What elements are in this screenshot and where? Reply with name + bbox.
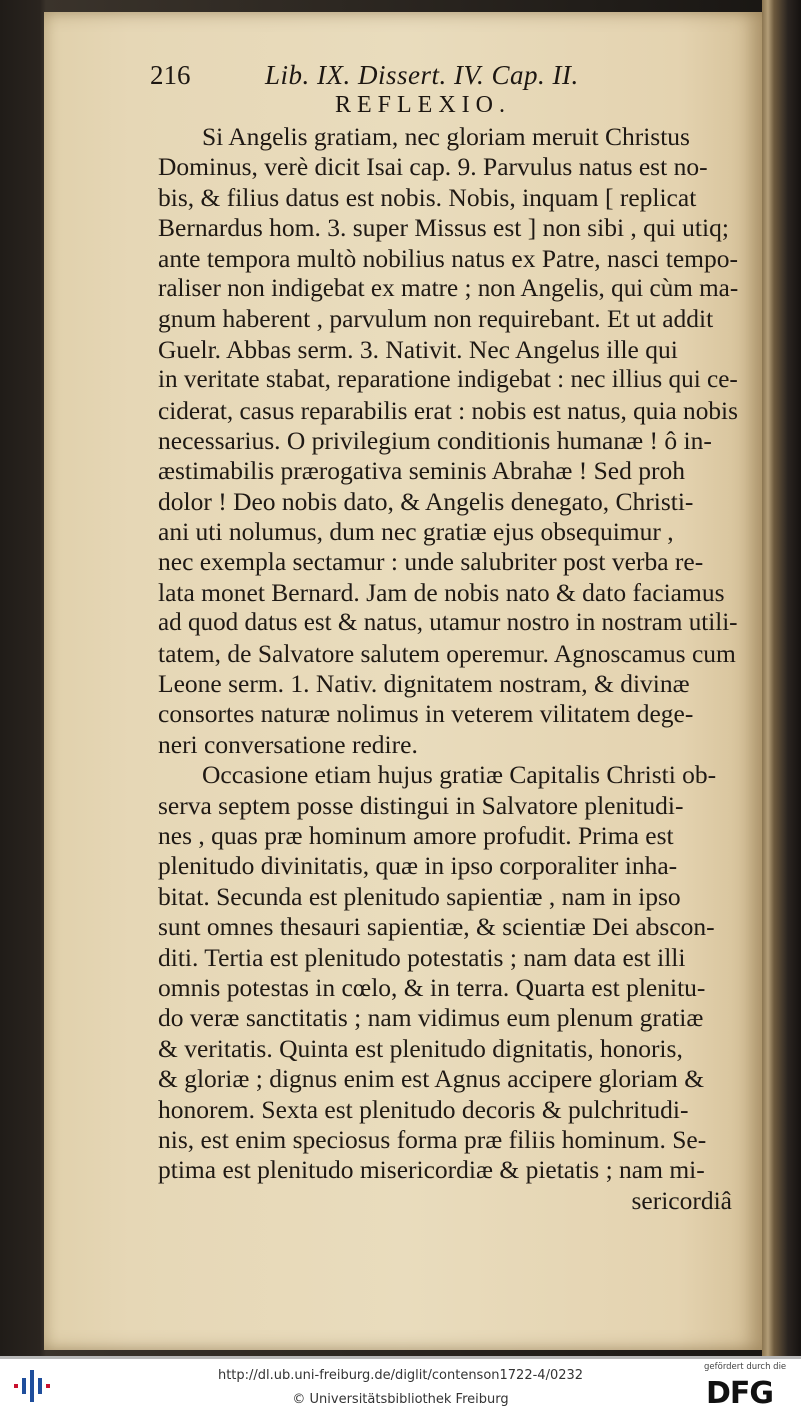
text-line: nec exempla sectamur : unde salubriter post verba re- xyxy=(158,547,704,577)
viewer-footer xyxy=(0,1356,801,1414)
page-number: 216 xyxy=(150,60,191,90)
text-line: Guelr. Abbas serm. 3. Nativit. Nec Angelus ille qui xyxy=(158,334,678,364)
text-line: tatem, de Salvatore salutem operemur. Agnoscamus cum xyxy=(158,638,736,668)
footer-divider xyxy=(0,1356,801,1359)
running-title: Lib. IX. Dissert. IV. Cap. II. xyxy=(265,60,579,90)
text-line: dolor ! Deo nobis dato, & Angelis denegato, Christi- xyxy=(158,486,694,516)
text-line: & gloriæ ; dignus enim est Agnus accipere gloriam & xyxy=(158,1064,705,1094)
text-line: necessarius. O privilegium conditionis humanæ ! ô in- xyxy=(158,425,712,455)
text-line: consortes naturæ nolimus in veterem vilitatem dege- xyxy=(158,699,694,729)
section-title: REFLEXIO. xyxy=(335,92,511,118)
text-line: lata monet Bernard. Jam de nobis nato & dato faciamus xyxy=(158,577,725,607)
book-binding-edge xyxy=(762,0,801,1356)
text-line: omnis potestas in cœlo, & in terra. Quarta est plenitu- xyxy=(158,972,706,1002)
text-line: ante tempora multò nobilius natus ex Patre, nasci tempo- xyxy=(158,243,738,273)
text-line: raliser non indigebat ex matre ; non Angelis, qui cùm ma- xyxy=(158,274,739,302)
text-line: bis, & filius datus est nobis. Nobis, inquam [ replicat xyxy=(158,182,697,212)
text-line: gnum haberent , parvulum non requirebant. Et ut addit xyxy=(158,304,714,334)
text-line: Bernardus hom. 3. super Missus est ] non sibi , qui utiq; xyxy=(158,213,729,243)
copyright-notice: © Universitätsbibliothek Freiburg xyxy=(292,1392,509,1407)
text-line: plenitudo divinitatis, quæ in ipso corporaliter inha- xyxy=(158,851,678,881)
text-line: æstimabilis prærogativa seminis Abrahæ ! Sed proh xyxy=(158,456,685,486)
text-line: ptima est plenitudo misericordiæ & pietatis ; nam mi- xyxy=(158,1155,705,1185)
text-line: in veritate stabat, reparatione indigebat : nec illius qui ce- xyxy=(158,366,738,394)
text-line: ani uti nolumus, dum nec gratiæ ejus obsequimur , xyxy=(158,517,674,547)
text-line: ciderat, casus reparabilis erat : nobis est natus, quia nobis xyxy=(158,396,738,425)
text-line: sunt omnes thesauri sapientiæ, & scientiæ Dei abscon- xyxy=(158,912,715,942)
text-line: Occasione etiam hujus gratiæ Capitalis Christi ob- xyxy=(202,760,717,790)
text-line: neri conversatione redire. xyxy=(158,729,418,759)
text-line: diti. Tertia est plenitudo potestatis ; nam data est illi xyxy=(158,942,686,972)
text-line: nes , quas præ hominum amore profudit. Prima est xyxy=(158,820,674,850)
text-line: Si Angelis gratiam, nec gloriam meruit Christus xyxy=(202,122,690,151)
text-line: serva septem posse distingui in Salvatore plenitudi- xyxy=(158,790,684,820)
dfg-logo-icon: DFG xyxy=(706,1376,774,1411)
text-line: & veritatis. Quinta est plenitudo dignitatis, honoris, xyxy=(158,1033,683,1063)
text-line: do veræ sanctitatis ; nam vidimus eum plenum gratiæ xyxy=(158,1003,704,1033)
text-line: Dominus, verè dicit Isai cap. 9. Parvulus natus est no- xyxy=(158,152,708,182)
text-line: honorem. Sexta est plenitudo decoris & pulchritudi- xyxy=(158,1094,689,1124)
text-line: Leone serm. 1. Nativ. dignitatem nostram, & divinæ xyxy=(158,669,690,699)
text-line: ad quod datus est & natus, utamur nostro in nostram utili- xyxy=(158,609,738,637)
text-line: bitat. Secunda est plenitudo sapientiæ , nam in ipso xyxy=(158,881,681,911)
catchword: sericordiâ xyxy=(631,1185,732,1215)
body-text xyxy=(158,122,738,1216)
dfg-funding-block[interactable] xyxy=(700,1360,796,1412)
running-head xyxy=(150,58,710,92)
page-url-link[interactable]: http://dl.ub.uni-freiburg.de/diglit/contenson1722-4/0232 xyxy=(217,1368,584,1383)
text-line: nis, est enim speciosus forma præ filiis hominum. Se- xyxy=(158,1124,707,1154)
dfg-tagline: gefördert durch die xyxy=(704,1362,787,1372)
